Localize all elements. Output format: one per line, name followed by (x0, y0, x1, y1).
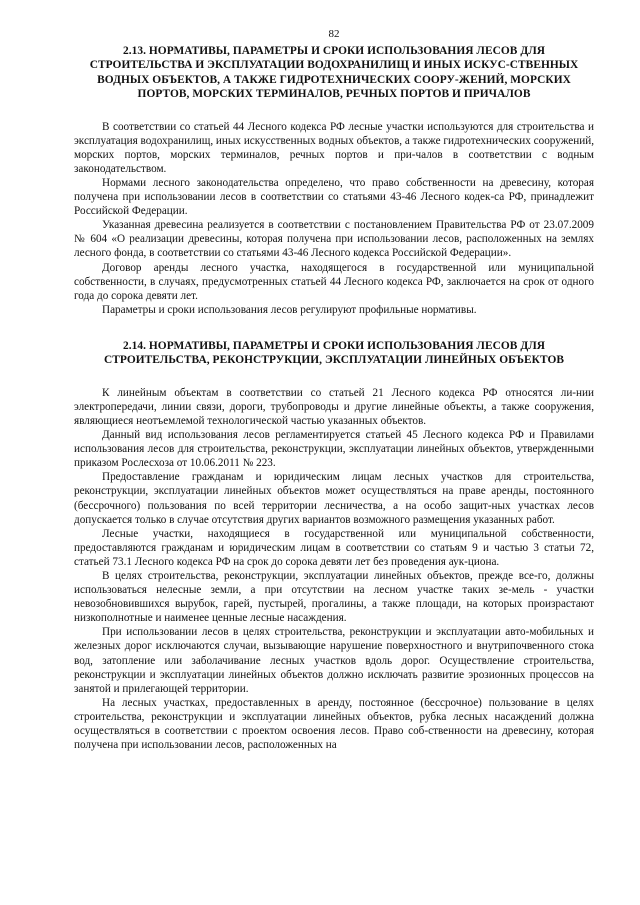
paragraph: В соответствии со статьей 44 Лесного кодекса РФ лесные участки используются для строительства и эксплуатация водохранилищ, иных искусственных водных объектов, а также гидротехнических сооружений, морских портов, морских терминалов, речных портов и при-чалов в соответствии с водным законодательством. (74, 120, 594, 175)
paragraph: Лесные участки, находящиеся в государственной или муниципальной собственности, предоставляются гражданам и юридическим лицам в соответствии со статьям 9 и частью 3 статьи 72, статьей 73.1 Лесного кодекса РФ на срок до сорока девяти лет без проведения аук-циона. (74, 527, 594, 568)
page-number: 82 (328, 28, 340, 40)
section-2-14 (74, 339, 594, 752)
section-2-13 (74, 44, 594, 317)
paragraph: Договор аренды лесного участка, находящегося в государственной или муниципальной собственности, в случаях, предусмотренных статьей 44 Лесного кодекса РФ, заключается на срок от одного года до сорока девяти лет. (74, 261, 594, 302)
paragraph: Указанная древесина реализуется в соответствии с постановлением Правительства РФ от 23.07.2009 № 604 «О реализации древесины, которая получена при использовании лесов, расположенных на землях лесного фонда, в соответствии со статьями 43-46 Лесного кодекса Российской Федерации». (74, 219, 594, 260)
paragraph: При использовании лесов в целях строительства, реконструкции и эксплуатации авто-мобильных и железных дорог исключаются случаи, вызывающие нарушение поверхностного и внутрипочвенного стока вод, затопление или заболачивание лесных участков вдоль дорог. Осуществление строительства, реконструкции и эксплуатации линейных объектов должно исключать развитие эрозионных процессов на занятой и прилегающей территории. (74, 626, 594, 695)
paragraph: Предоставление гражданам и юридическим лицам лесных участков для строительства, реконструкции, эксплуатации линейных объектов может осуществляться на праве аренды, постоянного (бессрочного) пользования по всей территории лесничества, а на особо защит-ных участках лесов допускается только в случае отсутствия других вариантов возможного размещения указанных работ. (74, 471, 594, 526)
paragraph: Данный вид использования лесов регламентируется статьей 45 Лесного кодекса РФ и Правилами использования лесов для строительства, реконструкции, эксплуатации линейных объектов, утвержденными приказом Рослесхоза от 10.06.2011 № 223. (74, 429, 594, 470)
section-gap (74, 317, 594, 339)
section-heading: 2.14. НОРМАТИВЫ, ПАРАМЕТРЫ И СРОКИ ИСПОЛЬЗОВАНИЯ ЛЕСОВ ДЛЯ СТРОИТЕЛЬСТВА, РЕКОНСТРУКЦИИ, ЭКСПЛУАТАЦИИ ЛИНЕЙНЫХ ОБЪЕКТОВ (103, 339, 565, 367)
paragraph: На лесных участках, предоставленных в аренду, постоянное (бессрочное) пользование в целях строительства, реконструкции и эксплуатации линейных объектов, рубка лесных насаждений должна осуществляться в соответствии с проектом освоения лесов. Право соб-ственности на древесину, которая получена при использовании лесов, расположенных на (74, 696, 594, 752)
section-heading: 2.13. НОРМАТИВЫ, ПАРАМЕТРЫ И СРОКИ ИСПОЛЬЗОВАНИЯ ЛЕСОВ ДЛЯ СТРОИТЕЛЬСТВА И ЭКСПЛУАТАЦИИ ВОДОХРАНИЛИЩ И ИНЫХ ИСКУС-СТВЕННЫХ ВОДНЫХ ОБЪЕКТОВ, А ТАКЖЕ ГИДРОТЕХНИЧЕСКИХ СООРУ-ЖЕНИЙ, МОРСКИХ ПОРТОВ, МОРСКИХ ТЕРМИНАЛОВ, РЕЧНЫХ ПОРТОВ И ПРИЧАЛОВ (89, 45, 579, 101)
paragraph: К линейным объектам в соответствии со статьей 21 Лесного кодекса РФ относятся ли-нии электропередачи, линии связи, дороги, трубопроводы и другие линейные объекты, а также сооружения, являющиеся неотъемлемой технологической частью указанных объектов. (74, 386, 594, 427)
section-body (74, 386, 594, 752)
paragraph: В целях строительства, реконструкции, эксплуатации линейных объектов, прежде все-го, должны использоваться нелесные земли, а при отсутствии на лесном участке таких зе-мель - участки невозобновившихся вырубок, гарей, пустырей, прогалины, а также площади, на которых произрастают низкополнотные и наименее ценные лесные насаждения. (74, 569, 594, 625)
paragraph: Параметры и сроки использования лесов регулируют профильные нормативы. (102, 303, 477, 316)
section-body (74, 120, 594, 317)
paragraph: Нормами лесного законодательства определено, что право собственности на древесину, которая получена при использовании лесов в соответствии со статьями 43-46 Лесного кодек-са РФ, принадлежит Российской Федерации. (74, 177, 594, 218)
